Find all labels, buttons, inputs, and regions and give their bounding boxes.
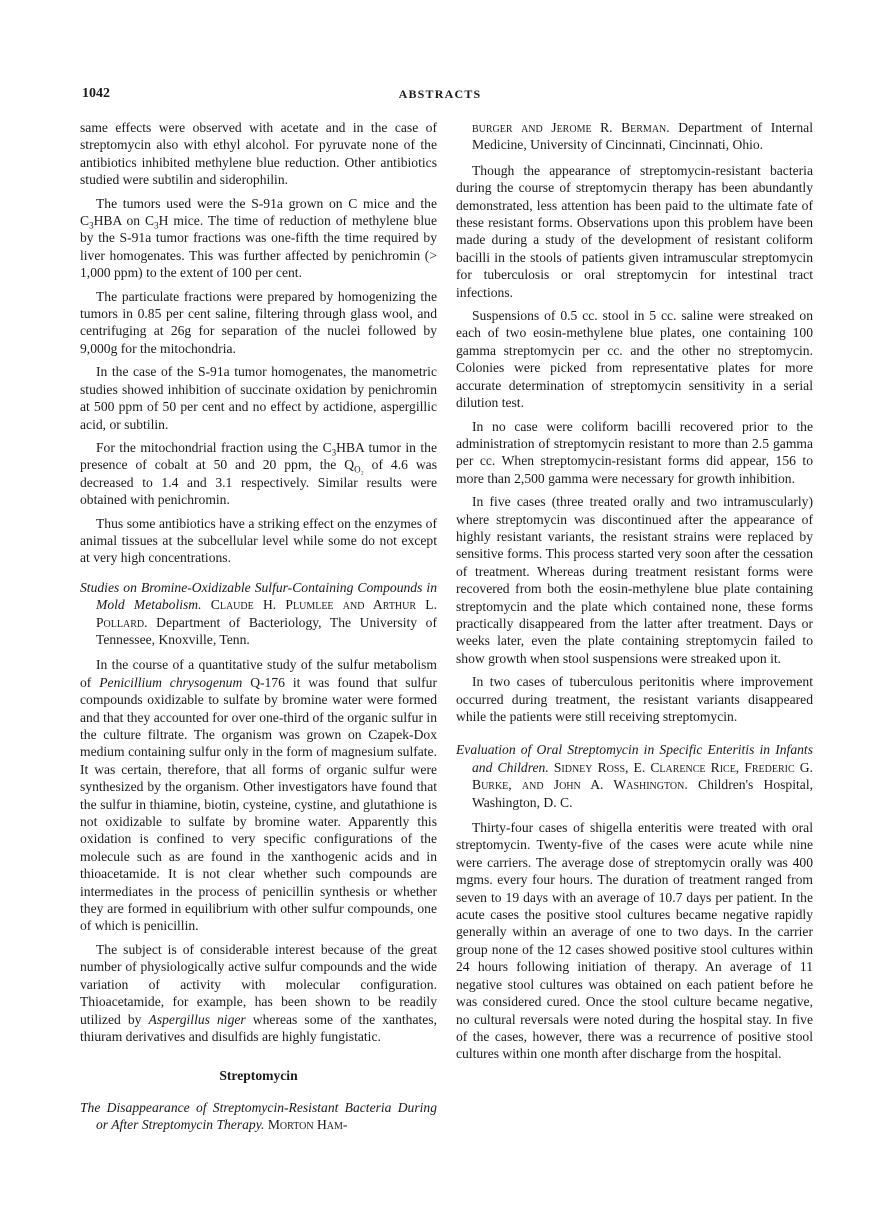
- paragraph: In the case of the S-91a tumor homogenates, the manometric studies showed inhibition of succinate oxidation by penichromin at 500 ppm of 50 per cent and no effect by actidione, aspergillic acid, or subtilin.: [80, 364, 437, 432]
- subscript: 3: [89, 220, 94, 231]
- running-head: ABSTRACTS: [398, 87, 482, 101]
- abstract-authors: Claude H. Plumlee and Arthur L. Pollard.: [96, 597, 437, 630]
- species-name: Aspergillus niger: [148, 1011, 246, 1027]
- abstract-author-continuation: [472, 119, 813, 154]
- species-name: Penicillium chrysogenum: [99, 674, 243, 690]
- abstract-affiliation: Children's Hospital, Washington, D. C.: [472, 777, 813, 810]
- paragraph: The particulate fractions were prepared by homogenizing the tumors in 0.85 per cent saline, filtering through glass wool, and centrifuging at 26g for separation of the nuclei followed by 9,000g for the mitochondria.: [80, 288, 437, 356]
- paragraph: [80, 656, 437, 935]
- paragraph: In two cases of tuberculous peritonitis where improvement occurred during treatment, the resistant variants disappeared while the patients were still receiving streptomycin.: [456, 674, 813, 724]
- text: The subject is of considerable interest because of the great number of physiologically active sulfur compounds and the wide variation of activity with molecular configuration. Thioacetamide, for example, has been shown to be readily utilized by: [80, 941, 437, 1027]
- abstract-authors: burger and Jerome R. Berman.: [472, 120, 670, 135]
- abstract-title-text: The Disappearance of Streptomycin-Resistant Bacteria During or After Streptomycin Therapy.: [80, 1099, 437, 1133]
- right-column: [456, 119, 813, 1069]
- abstract-title-text: Evaluation of Oral Streptomycin in Specific Enteritis in Infants and Children.: [456, 742, 813, 775]
- subscript: 3: [331, 447, 337, 458]
- text: HBA tumor in the presence of cobalt at 50 and 20 ppm, the Q: [80, 439, 437, 473]
- text: HBA on C: [93, 213, 155, 229]
- section-heading: Streptomycin: [219, 1068, 298, 1084]
- subscript: 3: [154, 220, 159, 231]
- paragraph: Thus some antibiotics have a striking effect on the enzymes of animal tissues at the subcellular level while some do not except at very high concentrations.: [80, 515, 437, 566]
- paragraph: Though the appearance of streptomycin-resistant bacteria during the course of streptomycin therapy has been abundantly demonstrated, less attention has been paid to the ultimate fate of these resistant forms. Observations upon this problem have been made during a study of the development of resistant coliform bacilli in the stools of patients given intramuscular streptomycin for tuberculosis or oral streptomycin for intestinal tract infections.: [456, 162, 813, 300]
- paragraph: Suspensions of 0.5 cc. stool in 5 cc. saline were streaked on each of two eosin-methylene blue plates, one containing 100 gamma streptomycin per cc. and the other no streptomycin. Colonies were picked from representative plates for more accurate determination of streptomycin sensitivity in a serial dilution test.: [456, 308, 813, 411]
- abstract-title-oral-streptomycin: [456, 741, 813, 811]
- abstract-affiliation: Department of Bacteriology, The University of Tennessee, Knoxville, Tenn.: [96, 614, 437, 647]
- paragraph: [80, 941, 437, 1045]
- paragraph: In five cases (three treated orally and two intramuscularly) where streptomycin was discontinued after the appearance of highly resistant variants, the resistant strains were replaced by sensitive forms. This process started very soon after the cessation of treatment. Whereas during treatment resistant forms were recovered from both the eosin-methylene blue plate containing streptomycin and the plate which contained none, these forms practically disappeared from the latter after treatment. Days or weeks later, even the plate containing streptomycin failed to show growth when stool suspensions were streaked upon it.: [456, 494, 813, 666]
- paragraph: [80, 195, 437, 282]
- subscript: O₂: [354, 465, 364, 476]
- left-column: [80, 119, 437, 1142]
- abstract-title-text: Studies on Bromine-Oxidizable Sulfur-Containing Compounds in Mold Metabolism.: [80, 579, 437, 613]
- paragraph: In no case were coliform bacilli recovered prior to the administration of streptomycin resistant to more than 2.5 gamma per cc. When streptomycin-resistant forms did appear, 156 to more than 2,500 gamma were necessary for growth inhibition.: [456, 418, 813, 486]
- paragraph: [80, 439, 437, 509]
- abstract-title-disappearance: [80, 1099, 437, 1134]
- text: H mice. The time of reduction of methylene blue by the S-91a tumor fractions was one-fifth the time required by liver homogenates. This was further affected by penichromin (> 1,000 ppm) to the extent of 100 per cent.: [80, 213, 437, 281]
- text: of 4.6 was decreased to 1.4 and 3.1 respectively. Similar results were obtained with penichromin.: [80, 457, 437, 508]
- abstract-title-bromine: [80, 579, 437, 649]
- abstract-affiliation: Department of Internal Medicine, University of Cincinnati, Cincinnati, Ohio.: [472, 120, 813, 153]
- paragraph: same effects were observed with acetate and in the case of streptomycin also with ethyl alcohol. For pyruvate none of the antibiotics inhibited methylene blue reduction. Other antibiotics studied were subtilin and siderophilin.: [80, 120, 437, 188]
- page-number: 1042: [82, 86, 110, 101]
- page-header: [82, 86, 798, 108]
- text: In the course of a quantitative study of the sulfur metabolism of: [80, 657, 437, 690]
- paragraph: Thirty-four cases of shigella enteritis were treated with oral streptomycin. Twenty-five of the cases were acute while nine were carriers. The average dose of streptomycin orally was 400 mgms. every four hours. The duration of treatment ranged from seven to 19 days with an average of 10.7 days per patient. In the acute cases the positive stool cultures became negative rapidly generally within an average of one to two days. In the carrier group none of the 12 cases showed positive stool cultures within 24 hours following initiation of therapy. An average of 11 negative stool cultures was obtained on each patient before he was considered cured. Once the stool culture became negative, no cultural reversals were noted during the hospital stay. In five of the cases, however, there was a recurrence of positive stool cultures within one month after discharge from the hospital.: [456, 820, 813, 1062]
- text: The tumors used were the S-91a grown on C mice and the C: [80, 195, 437, 229]
- abstract-authors: Sidney Ross, E. Clarence Rice, Frederic G. Burke, and John A. Washington.: [472, 759, 813, 793]
- abstract-authors: Morton Ham-: [267, 1117, 348, 1133]
- text: For the mitochondrial fraction using the C: [96, 439, 332, 455]
- text: whereas some of the xanthates, thiuram derivatives and disulfids are highly fungistatic.: [80, 1011, 437, 1044]
- text: Q-176 it was found that sulfur compounds oxidizable to sulfate by bromine water were formed and that they accounted for over one-third of the organic sulfur in the culture filtrate. The organism was grown on Czapek-Dox medium containing sulfur only in the form of magnesium sulfate. It was certain, therefore, that all forms of organic sulfur were synthesized by the organism. Other investigators have found that the sulfur in thiamine, biotin, cysteine, cystine, and glutathione is not oxidizable to sulfate by bromine water. Apparently this oxidation is confined to very specific configurations of the molecule such as are found in the xanthogenic acids and in thioacetamide. It is not clear whether such compounds are intermediates in the process of penicillin synthesis or whether they are formed in equilibrium with other sulfur compounds, one of which is penicillin.: [80, 674, 437, 934]
